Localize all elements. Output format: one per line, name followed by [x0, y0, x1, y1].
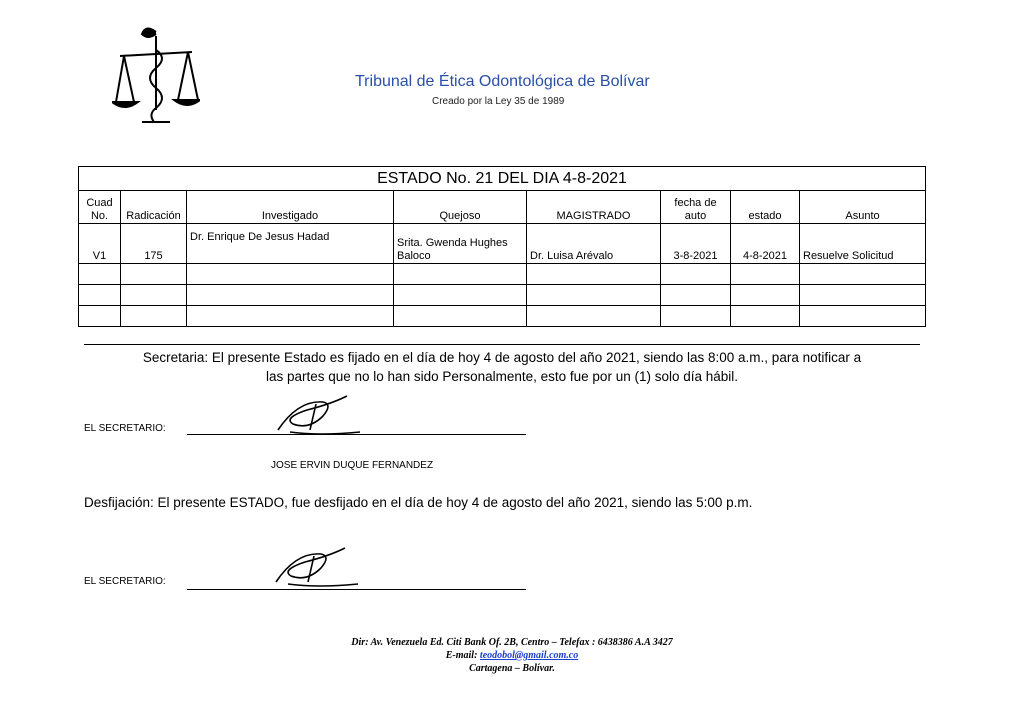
footer-email-line: E-mail: teodobol@gmail.com.co [445, 650, 579, 661]
email-link[interactable]: teodobol@gmail.com.co [479, 650, 579, 661]
table-title: ESTADO No. 21 DEL DIA 4-8-2021 [79, 167, 926, 191]
organization-name: Tribunal de Ética Odontológica de Bolívar [355, 73, 650, 90]
desfijacion-notice: Desfijación: El presente ESTADO, fue desfijado en el día de hoy 4 de agosto del año 2021, siendo las 5:00 p.m. [84, 495, 753, 510]
header-magistrado: MAGISTRADO [527, 191, 661, 224]
cell-fecha-auto: 3-8-2021 [661, 224, 731, 264]
footer-city: Cartagena – Bolívar. [469, 663, 555, 674]
table-row [79, 264, 926, 285]
signature-icon [270, 392, 370, 438]
header-cuad: Cuad No. [79, 191, 121, 224]
footer [0, 636, 1024, 675]
signature-line-2 [187, 589, 526, 590]
cell-magistrado: Dr. Luisa Arévalo [527, 224, 661, 264]
cell-estado: 4-8-2021 [731, 224, 800, 264]
divider [84, 344, 920, 345]
table-row [79, 285, 926, 306]
header-investigado: Investigado [187, 191, 394, 224]
footer-address: Dir: Av. Venezuela Ed. Citi Bank Of. 2B, Centro – Telefax : 6438386 A.A 3427 [351, 637, 673, 648]
header-asunto: Asunto [800, 191, 926, 224]
secretary-name: JOSE ERVIN DUQUE FERNANDEZ [271, 460, 434, 471]
secretary-label-2: EL SECRETARIO: [84, 576, 166, 587]
table-row [79, 224, 926, 264]
fijacion-notice: Secretaria: El presente Estado es fijado en el día de hoy 4 de agosto del año 2021, siendo las 8:00 a.m., para notificar a las partes que no lo han sido Personalmente, esto fue por un (1) solo día hábil. [142, 350, 862, 384]
header-fecha-auto: fecha de auto [661, 191, 731, 224]
secretary-label-1: EL SECRETARIO: [84, 423, 166, 434]
organization-subtitle: Creado por la Ley 35 de 1989 [432, 96, 565, 107]
cell-radicacion: 175 [121, 224, 187, 264]
signature-line-1 [187, 434, 526, 435]
cell-quejoso: Srita. Gwenda Hughes Baloco [394, 224, 527, 264]
header-quejoso: Quejoso [394, 191, 527, 224]
header-estado: estado [731, 191, 800, 224]
scales-caduceus-logo-icon [112, 22, 200, 130]
signature-icon [268, 544, 368, 590]
header-radicacion: Radicación [121, 191, 187, 224]
estado-table [78, 166, 926, 327]
table-row [79, 306, 926, 327]
cell-investigado: Dr. Enrique De Jesus Hadad [187, 224, 394, 264]
cell-asunto: Resuelve Solicitud [800, 224, 926, 264]
cell-cuad: V1 [79, 224, 121, 264]
